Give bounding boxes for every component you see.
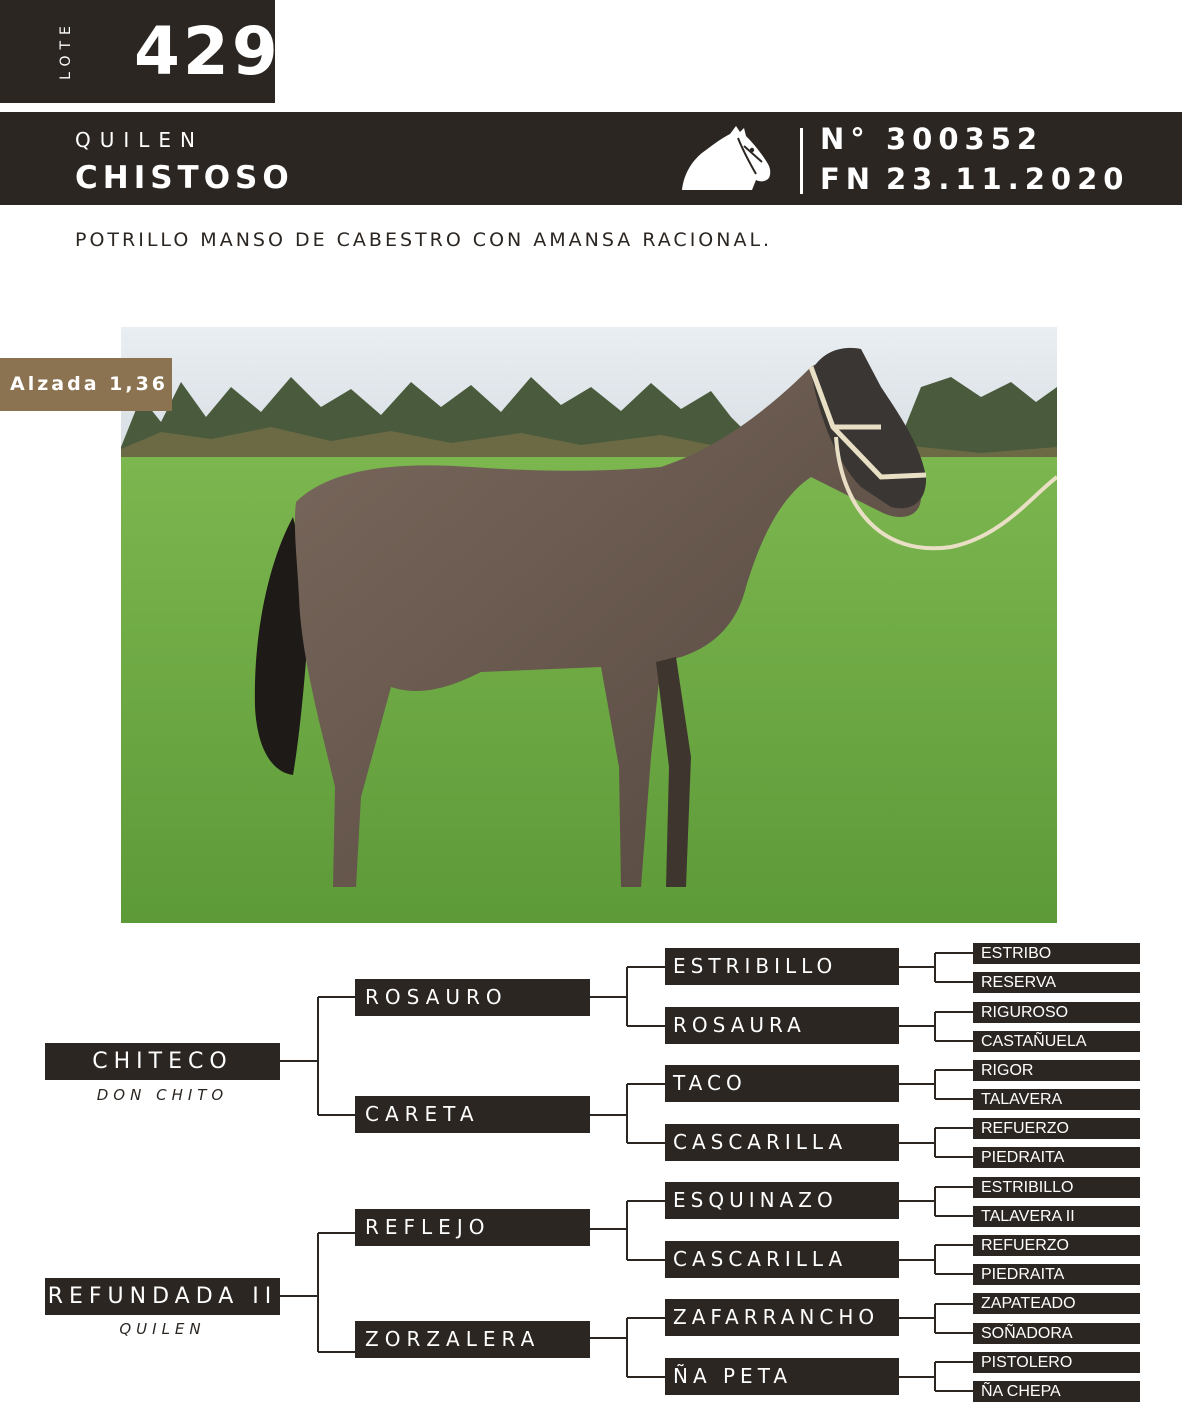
pedigree-gen4-4: CASTAÑUELA xyxy=(973,1031,1140,1052)
pedigree-gen4-8: PIEDRAITA xyxy=(973,1147,1140,1168)
pedigree-gen4-11: REFUERZO xyxy=(973,1235,1140,1256)
pedigree-gen4-1: ESTRIBO xyxy=(973,943,1140,964)
horse-name: CHISTOSO xyxy=(75,160,294,196)
pedigree-gen4-10: TALAVERA II xyxy=(973,1206,1140,1227)
pedigree-gen3-3: TACO xyxy=(665,1065,899,1102)
pedigree-dam-sub: QUILEN xyxy=(119,1320,206,1338)
pedigree-dam: REFUNDADA II xyxy=(45,1278,280,1315)
pedigree-gen4-16: ÑA CHEPA xyxy=(973,1381,1140,1402)
pedigree-gen4-7: REFUERZO xyxy=(973,1118,1140,1139)
pedigree-gen2-2: CARETA xyxy=(355,1096,590,1133)
pedigree-gen3-4: CASCARILLA xyxy=(665,1124,899,1161)
registration-label: N° xyxy=(820,122,871,156)
pedigree-gen4-15: PISTOLERO xyxy=(973,1352,1140,1373)
pedigree-gen3-6: CASCARILLA xyxy=(665,1241,899,1278)
description: POTRILLO MANSO DE CABESTRO CON AMANSA RACIONAL. xyxy=(75,229,773,251)
breeder-name: QUILEN xyxy=(75,128,205,152)
pedigree-sire: CHITECO xyxy=(45,1043,280,1080)
pedigree-gen2-3: REFLEJO xyxy=(355,1209,590,1246)
pedigree-gen4-12: PIEDRAITA xyxy=(973,1264,1140,1285)
pedigree-gen4-2: RESERVA xyxy=(973,972,1140,993)
pedigree-gen4-6: TALAVERA xyxy=(973,1089,1140,1110)
pedigree-gen3-2: ROSAURA xyxy=(665,1007,899,1044)
alzada-badge: Alzada 1,36 xyxy=(0,358,172,411)
pedigree-sire-sub: DON CHITO xyxy=(96,1086,229,1104)
pedigree-gen4-13: ZAPATEADO xyxy=(973,1293,1140,1314)
pedigree-gen2-4: ZORZALERA xyxy=(355,1321,590,1358)
registration-value: 300352 xyxy=(886,122,1044,156)
pedigree-gen3-7: ZAFARRANCHO xyxy=(665,1299,899,1336)
lot-label: LOTE xyxy=(58,20,74,80)
pedigree-gen4-5: RIGOR xyxy=(973,1060,1140,1081)
pedigree-gen3-1: ESTRIBILLO xyxy=(665,948,899,985)
pedigree-gen3-8: ÑA PETA xyxy=(665,1358,899,1395)
pedigree-gen3-5: ESQUINAZO xyxy=(665,1182,899,1219)
pedigree-gen2-1: ROSAURO xyxy=(355,979,590,1016)
birth-date-value: 23.11.2020 xyxy=(886,162,1130,196)
pedigree-gen4-3: RIGUROSO xyxy=(973,1002,1140,1023)
lot-number: 429 xyxy=(134,13,281,90)
pedigree-gen4-14: SOÑADORA xyxy=(973,1323,1140,1344)
birth-date-label: FN xyxy=(820,162,877,196)
pedigree-gen4-9: ESTRIBILLO xyxy=(973,1177,1140,1198)
